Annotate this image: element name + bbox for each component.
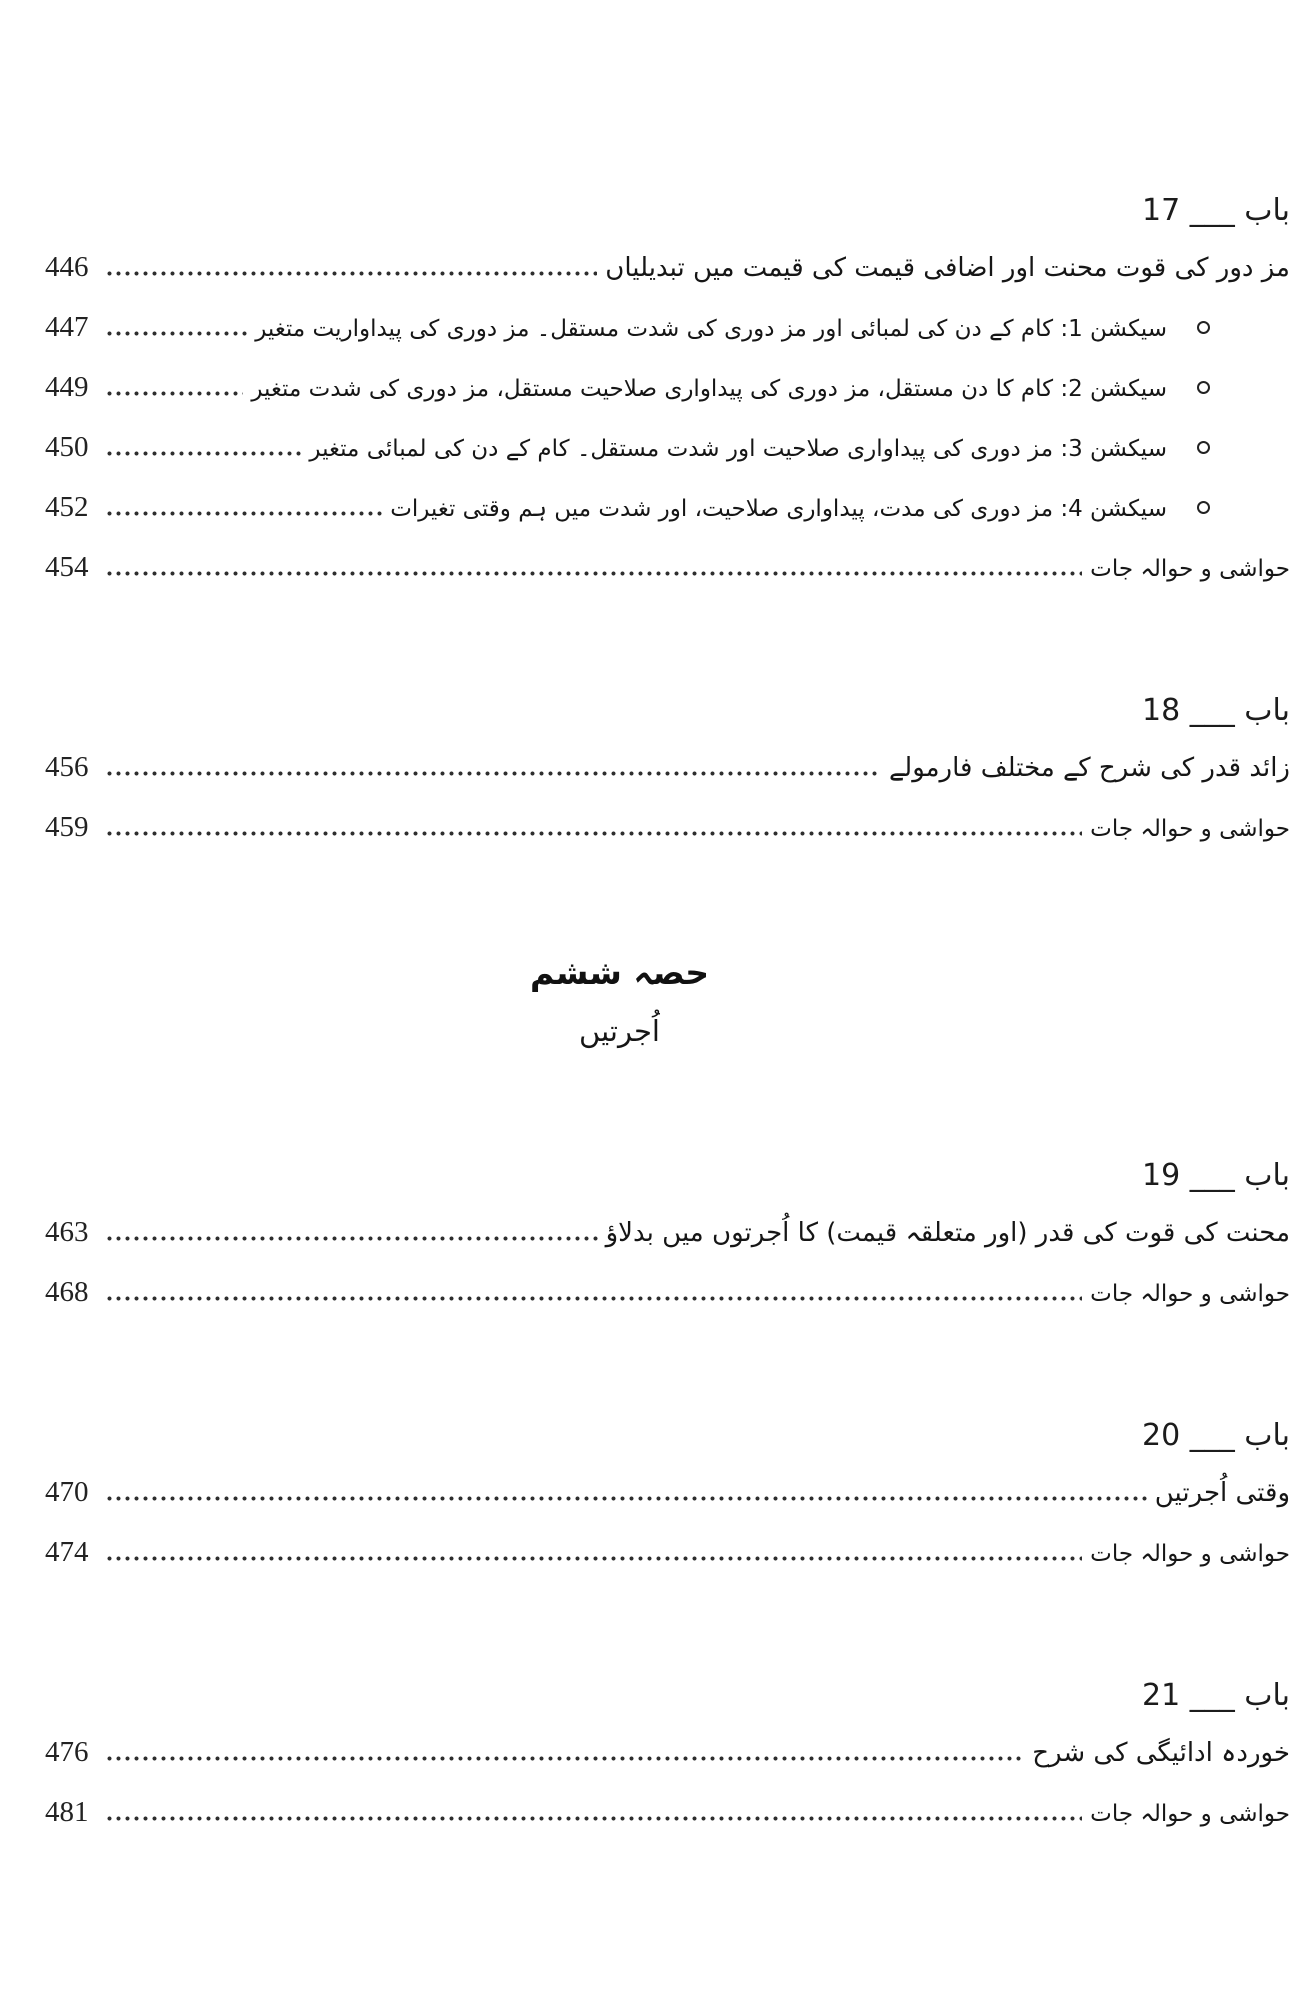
dot-leader [107,771,881,776]
chapter-18-heading: باب ___ 18 [1142,693,1290,728]
dot-leader [107,271,597,276]
chapter-17-heading: باب ___ 17 [1142,193,1290,228]
dot-leader [107,1756,1024,1761]
circle-bullet-icon [1197,441,1210,454]
chapter-21-page: 476 [45,1736,89,1768]
toc-entry-chapter-18 [45,737,1290,797]
section-2-page: 449 [45,371,89,403]
footnotes-17-page: 454 [45,551,89,583]
toc-entry-footnotes-19 [45,1262,1290,1322]
chapter-18-page: 456 [45,751,89,783]
footnotes-18-page: 459 [45,811,89,843]
footnotes-label: حواشی و حوالہ جات [1090,1541,1290,1567]
footnotes-21-page: 481 [45,1796,89,1828]
chapter-18-block [45,685,1290,857]
chapter-21-heading: باب ___ 21 [1142,1678,1290,1713]
section-3-page: 450 [45,431,89,463]
toc-entry-section-1 [45,297,1290,357]
section-4-page: 452 [45,491,89,523]
chapter-19-heading: باب ___ 19 [1142,1158,1290,1193]
toc-entry-chapter-20 [45,1462,1290,1522]
chapter-20-page: 470 [45,1476,89,1508]
circle-bullet-icon [1197,321,1210,334]
dot-leader [107,1236,598,1241]
chapter-20-block [45,1410,1290,1582]
dot-leader [107,1816,1082,1821]
chapter-20-heading: باب ___ 20 [1142,1418,1290,1453]
part-six-subtitle: اُجرتیں [579,1014,660,1048]
chapter-17-title: مز دور کی قوت محنت اور اضافی قیمت کی قیمت میں تبدیلیاں [605,253,1290,283]
footnotes-label: حواشی و حوالہ جات [1090,1281,1290,1307]
toc-entry-chapter-17 [45,237,1290,297]
part-six-title: حصہ ششم [529,953,710,992]
chapter-18-title: زائد قدر کی شرح کے مختلف فارمولے [889,753,1290,783]
chapter-17-page: 446 [45,251,89,283]
dot-leader [107,511,382,516]
dot-leader [107,1296,1082,1301]
circle-bullet-icon [1197,381,1210,394]
toc-entry-section-2 [45,357,1290,417]
dot-leader [107,1556,1082,1561]
toc-entry-footnotes-21 [45,1782,1290,1842]
toc-entry-chapter-21 [45,1722,1290,1782]
toc-entry-section-4 [45,477,1290,537]
footnotes-20-page: 474 [45,1536,89,1568]
section-1-label: سیکشن 1: کام کے دن کی لمبائی اور مز دوری کی شدت مستقل۔ مز دوری کی پیداواریت متغیر [255,316,1167,342]
dot-leader [107,571,1082,576]
dot-leader [107,391,243,396]
chapter-17-block [45,185,1290,597]
chapter-21-title: خوردہ ادائیگی کی شرح [1032,1738,1290,1768]
chapter-20-title: وقتی اُجرتیں [1154,1478,1290,1508]
dot-leader [107,831,1082,836]
part-six-block [0,945,1242,1062]
toc-entry-footnotes-17 [45,537,1290,597]
chapter-21-block [45,1670,1290,1842]
section-2-label: سیکشن 2: کام کا دن مستقل، مز دوری کی پیداواری صلاحیت مستقل، مز دوری کی شدت متغیر [251,376,1167,402]
footnotes-19-page: 468 [45,1276,89,1308]
footnotes-label: حواشی و حوالہ جات [1090,816,1290,842]
toc-entry-chapter-19 [45,1202,1290,1262]
section-1-page: 447 [45,311,89,343]
toc-entry-footnotes-18 [45,797,1290,857]
chapter-19-block [45,1150,1290,1322]
chapter-19-title: محنت کی قوت کی قدر (اور متعلقہ قیمت) کا اُجرتوں میں بدلاؤ [605,1218,1290,1248]
chapter-19-page: 463 [45,1216,89,1248]
toc-entry-footnotes-20 [45,1522,1290,1582]
section-4-label: سیکشن 4: مز دوری کی مدت، پیداواری صلاحیت، اور شدت میں ہم وقتی تغیرات [390,496,1167,522]
footnotes-label: حواشی و حوالہ جات [1090,556,1290,582]
section-3-label: سیکشن 3: مز دوری کی پیداواری صلاحیت اور شدت مستقل۔ کام کے دن کی لمبائی متغیر [309,436,1167,462]
footnotes-label: حواشی و حوالہ جات [1090,1801,1290,1827]
dot-leader [107,451,301,456]
circle-bullet-icon [1197,501,1210,514]
toc-entry-section-3 [45,417,1290,477]
dot-leader [107,331,247,336]
dot-leader [107,1496,1147,1501]
